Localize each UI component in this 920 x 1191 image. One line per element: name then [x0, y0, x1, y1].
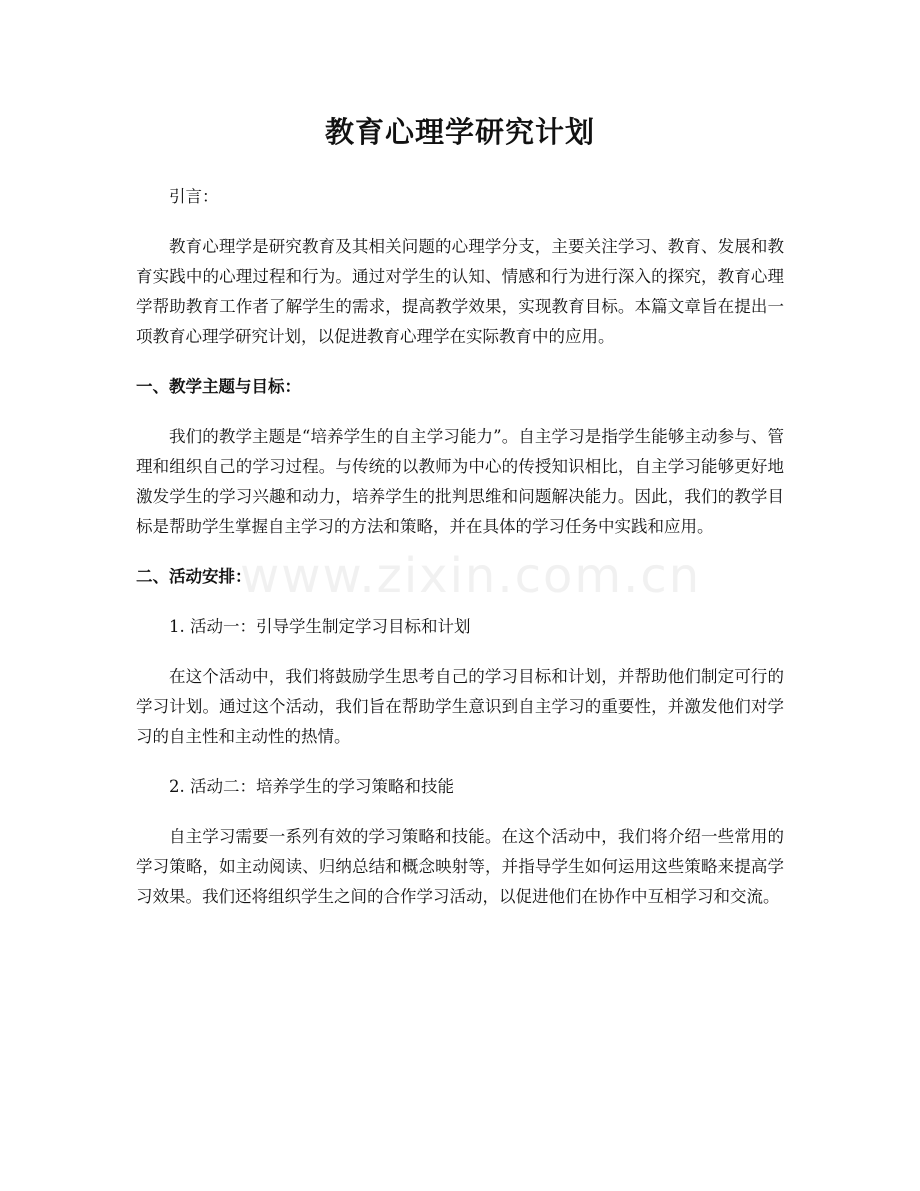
- activity2-paragraph: 自主学习需要一系列有效的学习策略和技能。在这个活动中，我们将介绍一些常用的学习策略，如主动阅读、归纳总结和概念映射等，并指导学生如何运用这些策略来提高学习效果。我们还将组织学生之间的合作学习活动，以促进他们在协作中互相学习和交流。: [136, 827, 784, 906]
- document-body: [136, 182, 784, 932]
- watermark: www.zixin.com.cn: [240, 548, 702, 604]
- intro-label: 引言：: [169, 187, 219, 206]
- section1-heading: 一、教学主题与目标：: [136, 377, 301, 396]
- section1-paragraph: 我们的教学主题是“培养学生的自主学习能力”。自主学习是指学生能够主动参与、管理和组织自己的学习过程。与传统的以教师为中心的传授知识相比，自主学习能够更好地激发学生的学习兴趣和动力，培养学生的批判思维和问题解决能力。因此，我们的教学目标是帮助学生掌握自主学习的方法和策略，并在具体的学习任务中实践和应用。: [136, 427, 784, 536]
- intro-paragraph: 教育心理学是研究教育及其相关问题的心理学分支，主要关注学习、教育、发展和教育实践中的心理过程和行为。通过对学生的认知、情感和行为进行深入的探究，教育心理学帮助教育工作者了解学生的需求，提高教学效果，实现教育目标。本篇文章旨在提出一项教育心理学研究计划，以促进教育心理学在实际教育中的应用。: [136, 237, 784, 346]
- activity2-title: 2. 活动二：培养学生的学习策略和技能: [169, 777, 454, 796]
- activity1-title: 1. 活动一：引导学生制定学习目标和计划: [169, 617, 471, 636]
- document-title: 教育心理学研究计划: [324, 115, 595, 149]
- activity1-paragraph: 在这个活动中，我们将鼓励学生思考自己的学习目标和计划，并帮助他们制定可行的学习计划。通过这个活动，我们旨在帮助学生意识到自主学习的重要性，并激发他们对学习的自主性和主动性的热情。: [136, 667, 784, 746]
- section2-heading: 二、活动安排：: [136, 567, 252, 586]
